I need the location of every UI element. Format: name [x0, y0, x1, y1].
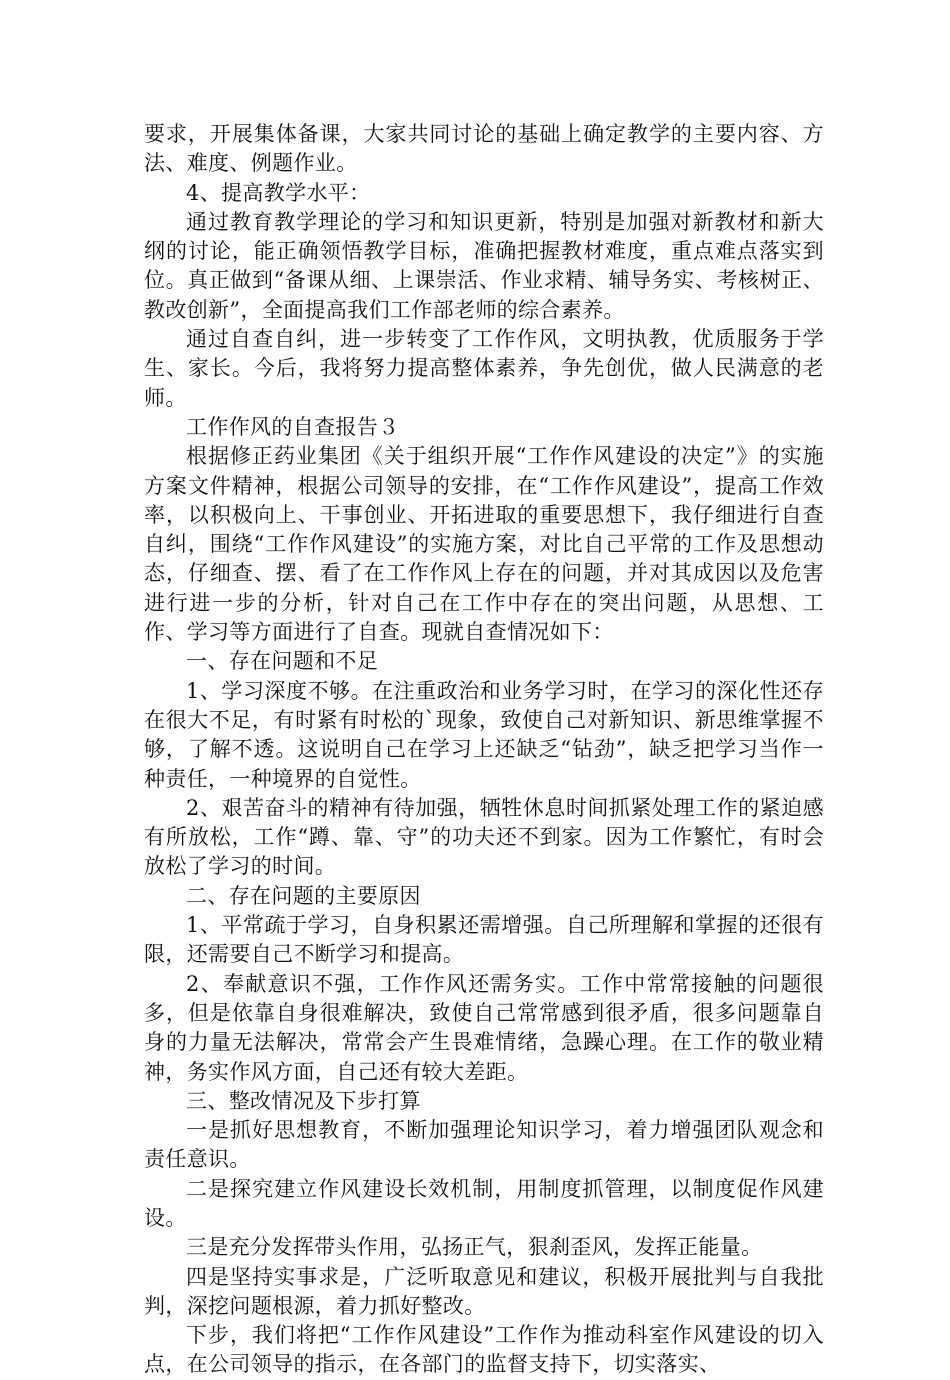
paragraph: 2、艰苦奋斗的精神有待加强，牺牲休息时间抓紧处理工作的紧迫感有所放松，工作“蹲、靠、守”的功夫还不到家。因为工作繁忙，有时会放松了学习的时间。	[144, 795, 824, 879]
section-heading: 4、提高教学水平：	[186, 180, 371, 205]
paragraph: 四是坚持实事求是，广泛听取意见和建议，积极开展批判与自我批判，深挖问题根源，着力抓好整改。	[144, 1264, 824, 1318]
paragraph: 2、奉献意识不强，工作作风还需务实。工作中常常接触的问题很多，但是依靠自身很难解决，致使自己常常感到很矛盾，很多问题靠自身的力量无法解决，常常会产生畏难情绪，急躁心理。在工作的敬业精神，务实作风方面，自己还有较大差距。	[144, 971, 824, 1084]
report-title: 工作作风的自查报告３	[186, 414, 400, 439]
paragraph: 二是探究建立作风建设长效机制，用制度抓管理，以制度促作风建设。	[144, 1176, 824, 1230]
section-heading: 二、存在问题的主要原因	[186, 883, 421, 908]
paragraph: 通过自查自纠，进一步转变了工作作风，文明执教，优质服务于学生、家长。今后，我将努力提高整体素养，争先创优，做人民满意的老师。	[144, 327, 824, 410]
paragraph: 通过教育教学理论的学习和知识更新，特别是加强对新教材和新大纲的讨论，能正确领悟教学目标，准确把握教材难度，重点难点落实到位。真正做到“备课从细、上课崇活、作业求精、辅导务实、考核树正、教改创新”，全面提高我们工作部老师的综合素养。	[144, 209, 824, 322]
document-body	[144, 120, 824, 1380]
paragraph: 1、平常疏于学习，自身积累还需增强。自己所理解和掌握的还很有限，还需要自己不断学习和提高。	[144, 913, 824, 967]
paragraph: 三是充分发挥带头作用，弘扬正气，狠刹歪风，发挥正能量。	[186, 1235, 763, 1260]
paragraph: 1、学习深度不够。在注重政治和业务学习时，在学习的深化性还存在很大不足，有时紧有时松的`现象，致使自己对新知识、新思维掌握不够，了解不透。这说明自己在学习上还缺乏“钻劲”，缺乏把学习当作一种责任，一种境界的自觉性。	[144, 678, 824, 791]
paragraph: 下步，我们将把“工作作风建设”工作作为推动科室作风建设的切入点，在公司领导的指示，在各部门的监督支持下，切实落实、	[144, 1323, 824, 1377]
paragraph: 要求，开展集体备课，大家共同讨论的基础上确定教学的主要内容、方法、难度、例题作业。	[144, 122, 824, 176]
section-heading: 一、存在问题和不足	[186, 649, 379, 674]
paragraph: 根据修正药业集团《关于组织开展“工作作风建设的决定”》的实施方案文件精神，根据公司领导的安排，在“工作作风建设”，提高工作效率，以积极向上、干事创业、开拓进取的重要思想下，我仔细进行自查自纠，围绕“工作作风建设”的实施方案，对比自己平常的工作及思想动态，仔细查、摆、看了在工作作风上存在的问题，并对其成因以及危害进行进一步的分析，针对自己在工作中存在的突出问题，从思想、工作、学习等方面进行了自查。现就自查情况如下：	[144, 444, 824, 645]
paragraph: 一是抓好思想教育，不断加强理论知识学习，着力增强团队观念和责任意识。	[144, 1118, 824, 1172]
section-heading: 三、整改情况及下步打算	[186, 1088, 421, 1113]
